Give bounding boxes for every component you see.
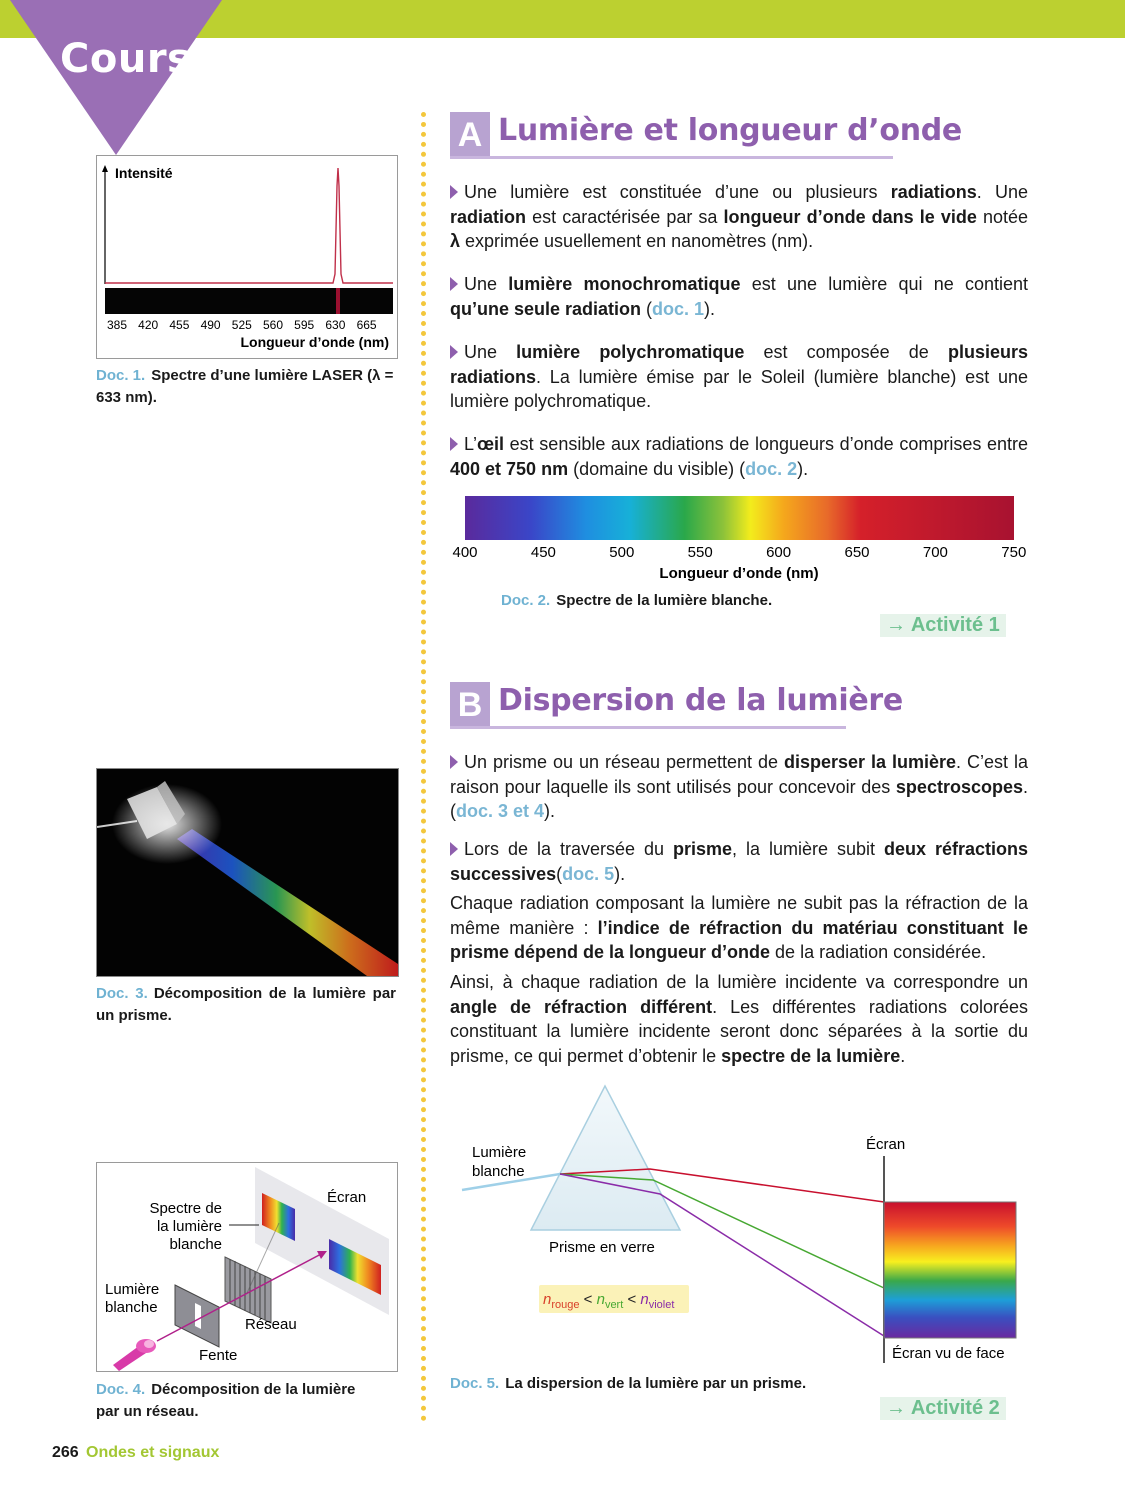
x-axis-label: Longueur d’onde (nm) [240,334,389,350]
doc4-caption-text: Décomposition de la lumière par un réseau. [96,1381,356,1420]
section-b-p4: Ainsi, à chaque radiation de la lumière incidente va correspondre un angle de réfraction différent. Les différentes radiations colorées constituant la lumière incidente seront donc séparées à la sortie du prisme, ce qui permet d’obtenir le spectre de la lumière. [450,972,1028,1066]
doc4-caption [96,1379,376,1423]
label-spectre-1: Spectre de [149,1200,222,1217]
section-a-title: Lumière et longueur d’onde [498,113,962,148]
light-source-icon [113,1339,156,1371]
laser-peak-curve [105,168,393,283]
label-fente: Fente [199,1347,238,1364]
laser-spectrum-chart [97,156,397,358]
doc2-tick-labels [452,544,1026,561]
label-reseau: Réseau [245,1316,297,1333]
prism [531,1086,680,1230]
label-lumiere-1: Lumière [472,1144,527,1161]
doc2-caption-text: Spectre de la lumière blanche. [556,592,773,609]
label-spectre-3: blanche [169,1236,222,1253]
section-b-underline [450,726,846,729]
spectrum-bar [465,496,1014,540]
label-ecran-face: Écran vu de face [892,1345,1005,1362]
tick-label: 550 [687,544,713,561]
label-lumiere-2: blanche [105,1299,158,1316]
label-spectre-2: la lumière [156,1218,222,1235]
tick-label: 595 [294,318,315,332]
activity-1-link[interactable]: → Activité 1 [880,614,1006,637]
grating-diagram [97,1163,397,1371]
prism-photo-illustration [97,769,398,976]
section-b-heading [450,682,903,728]
section-a-p1: Une lumière est constituée d’une ou plusieurs radiations. Une radiation est caractérisée par sa longueur d’onde dans le vide notée λ exprimée usuellement en nanomètres (nm). [450,182,1029,251]
section-b-p3: Chaque radiation composant la lumière ne subit pas la réfraction de la même manière : l’indice de réfraction du matériau constituant le prisme dépend de la longueur d’onde de la radiation considérée. [450,893,1028,962]
y-axis-label: Intensité [115,165,173,181]
section-a-p4: L’œil est sensible aux radiations de longueurs d’onde comprises entre 400 et 750 nm (domaine du visible) (doc. 2). [450,434,1028,479]
tick-label: 665 [356,318,377,332]
y-axis-arrow [102,165,108,172]
doc5-caption [450,1373,806,1395]
chapter-title: Ondes et signaux [86,1444,220,1461]
label-ecran: Écran [327,1189,367,1206]
tick-label: 560 [262,318,284,332]
bullet-icon [450,185,458,199]
section-b-p1: Un prisme ou un réseau permettent de disperser la lumière. C’est la raison pour laquelle ils sont utilisés pour concevoir des spectroscopes. (doc. 3 et 4). [450,752,1028,821]
label-ecran: Écran [866,1136,906,1153]
doc3-caption-text: Décomposition de la lumière par un prisme. [96,985,396,1024]
doc3-caption-number: Doc. 3. [96,985,148,1002]
tick-label: 450 [530,544,556,561]
bullet-icon [450,277,458,291]
refraction-index-formula: $n_{rouge} < n_{vert} < n_{violet}$ [543,1291,675,1311]
section-a-heading [450,112,962,158]
doc2-visible-spectrum [440,492,1040,587]
doc4-caption-number: Doc. 4. [96,1381,146,1398]
screen-front-view [884,1202,1016,1338]
tick-label: 600 [766,544,792,561]
cours-label: Cours [60,36,192,82]
bullet-icon [450,755,458,769]
doc1-caption-number: Doc. 1. [96,367,146,384]
doc2-x-axis-label: Longueur d’onde (nm) [659,565,819,582]
tick-label: 750 [1001,544,1027,561]
doc4-figure [96,1162,398,1372]
bullet-icon [450,437,458,451]
screen [255,1167,389,1315]
label-lumiere-1: Lumière [105,1281,160,1298]
tick-label: 525 [231,318,252,332]
tick-label: 400 [452,544,478,561]
tick-label: 630 [325,318,346,332]
tick-label: 385 [106,318,128,332]
doc1-caption [96,365,396,409]
tick-label: 700 [922,544,948,561]
tick-label: 490 [200,318,221,332]
bullet-icon [450,842,458,856]
spectrum-band [105,288,393,314]
ref-doc3-4-link[interactable]: doc. 3 et 4 [456,801,545,821]
ref-doc1-link[interactable]: doc. 1 [652,298,705,319]
section-a-p3: Une lumière polychromatique est composée de plusieurs radiations. La lumière émise par le Soleil (lumière blanche) est une lumière polychromatique. [450,342,1028,411]
laser-line [336,288,340,314]
section-a-underline [450,156,893,159]
section-b-letter: B [450,682,490,728]
doc2-caption [501,590,772,612]
doc1-tick-labels [107,318,377,332]
doc5-caption-number: Doc. 5. [450,1375,500,1392]
tick-label: 420 [138,318,159,332]
doc3-photo [96,768,399,977]
ref-doc5-link[interactable]: doc. 5 [562,863,615,884]
label-lumiere-2: blanche [472,1163,525,1180]
bullet-icon [450,345,458,359]
section-b-title: Dispersion de la lumière [498,683,903,718]
tick-label: 455 [169,318,190,332]
doc1-figure [96,155,398,359]
page-number: 266 [52,1444,79,1461]
doc5-prism-diagram [440,1078,1040,1373]
doc3-caption [96,983,396,1027]
section-a-letter: A [450,112,490,158]
ref-doc2-link[interactable]: doc. 2 [745,458,798,479]
slit [195,1303,201,1329]
tick-label: 500 [609,544,635,561]
activity-2-link[interactable]: → Activité 2 [880,1397,1006,1420]
doc5-caption-text: La dispersion de la lumière par un prisme. [505,1375,807,1392]
tick-label: 650 [844,544,870,561]
label-prisme: Prisme en verre [549,1239,655,1256]
doc2-caption-number: Doc. 2. [501,592,551,609]
section-b-p2: Lors de la traversée du prisme, la lumière subit deux réfractions successives(doc. 5). [450,839,1029,884]
section-a-p2: Une lumière monochromatique est une lumière qui ne contient qu’une seule radiation (doc. 1). [450,274,1028,319]
column-separator [421,112,426,1422]
doc1-caption-text: Spectre d’une lumière LASER (λ = 633 nm). [96,367,394,406]
